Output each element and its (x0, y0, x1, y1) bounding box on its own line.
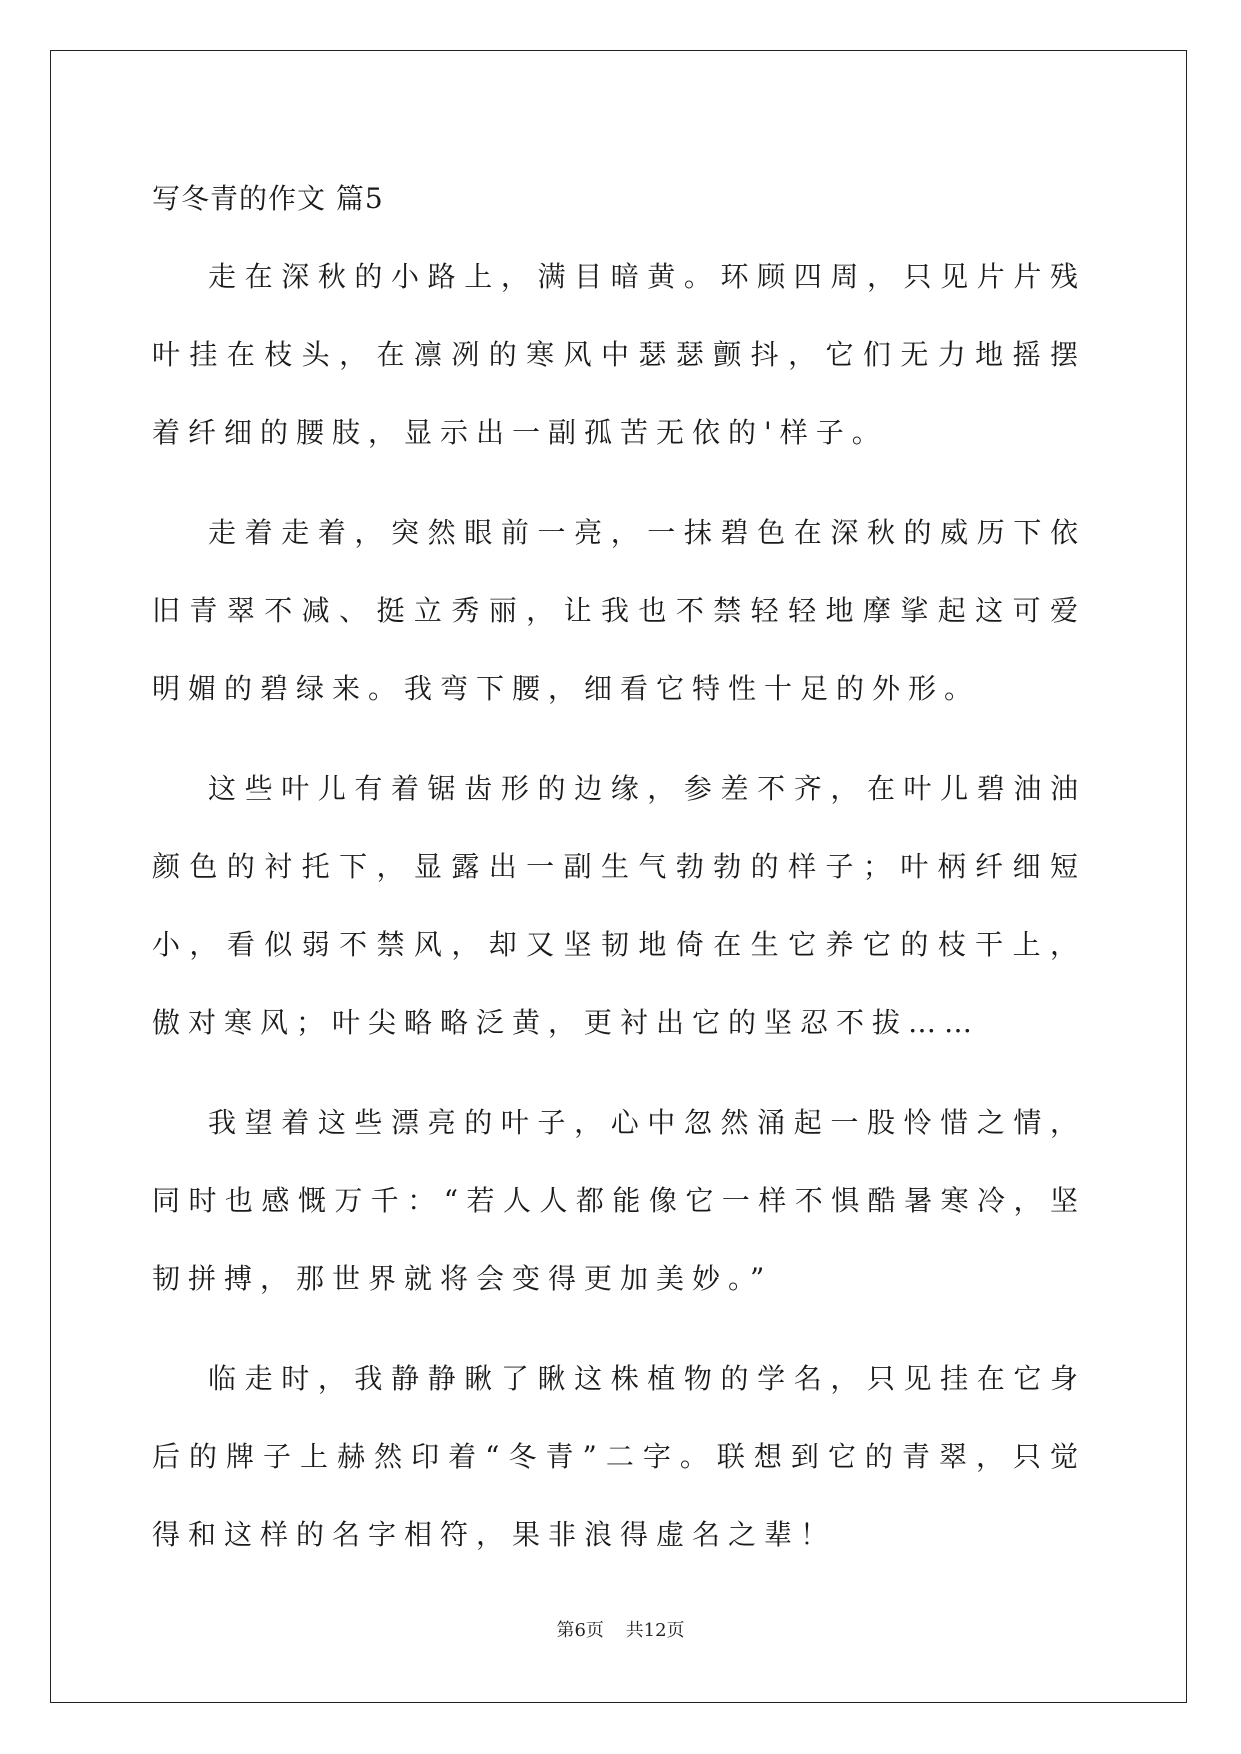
document-title: 写冬青的作文 篇5 (152, 182, 384, 215)
page-number-total: 共12页 (625, 1620, 685, 1641)
paragraph-5: 临走时，我静静瞅了瞅这株植物的学名，只见挂在它身后的牌子上赫然印着“冬青”二字。联想到它的青翠，只觉得和这样的名字相符，果非浪得虚名之辈！ (152, 1362, 1086, 1551)
page-number-current: 第6页 (556, 1620, 604, 1641)
paragraph-3: 这些叶儿有着锯齿形的边缘，参差不齐，在叶儿碧油油颜色的衬托下，显露出一副生气勃勃的样子；叶柄纤细短小，看似弱不禁风，却又坚韧地倚在生它养它的枝干上，傲对寒风；叶尖略略泛黄，更衬出它的坚忍不拔…… (152, 772, 1086, 1039)
document-body (152, 160, 1086, 1596)
paragraph-1: 走在深秋的小路上，满目暗黄。环顾四周，只见片片残叶挂在枝头，在凛冽的寒风中瑟瑟颤抖，它们无力地摇摆着纤细的腰肢，显示出一副孤苦无依的'样子。 (152, 260, 1086, 449)
paragraph-4: 我望着这些漂亮的叶子，心中忽然涌起一股怜惜之情，同时也感慨万千：“若人人都能像它一样不惧酷暑寒冷，坚韧拼搏，那世界就将会变得更加美妙。” (152, 1106, 1086, 1295)
page-footer (0, 1616, 1241, 1642)
paragraph-2: 走着走着，突然眼前一亮，一抹碧色在深秋的威历下依旧青翠不减、挺立秀丽，让我也不禁轻轻地摩挲起这可爱明媚的碧绿来。我弯下腰，细看它特性十足的外形。 (152, 516, 1086, 705)
